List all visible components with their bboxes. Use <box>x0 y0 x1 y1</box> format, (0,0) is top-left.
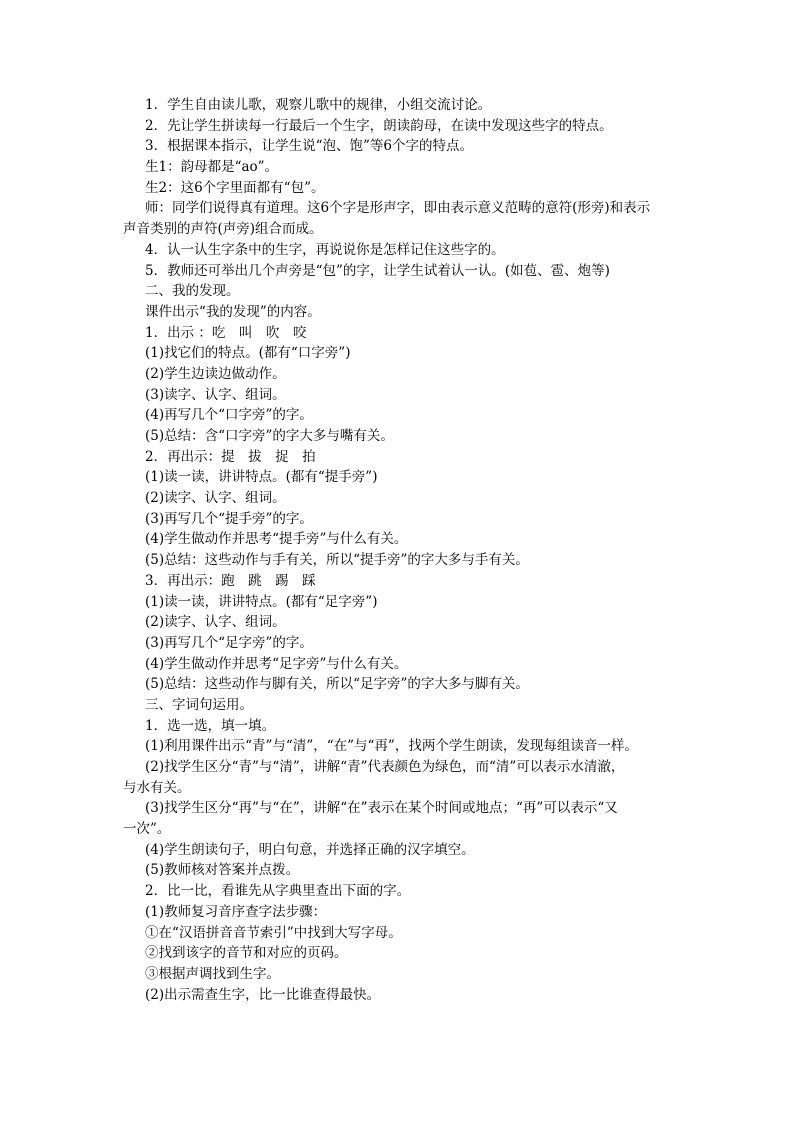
text-line: ③根据声调找到生字。 <box>145 965 280 982</box>
document-body <box>123 95 688 1005</box>
text-line: (3)再写几个“足字旁”的字。 <box>145 634 313 651</box>
section-heading: 二、我的发现。 <box>145 283 240 300</box>
text-line: (5)总结：这些动作与手有关，所以“提手旁”的字大多与手有关。 <box>145 552 529 569</box>
text-line: (1)找它们的特点。(都有“口字旁”) <box>145 345 351 362</box>
text-line: 一次”。 <box>123 821 171 838</box>
text-line: (2)找学生区分“青”与“清”，讲解“青”代表颜色为绿色，而“清”可以表示水清澈， <box>145 759 625 775</box>
text-line: 2．先让学生拼读每一行最后一个生字，朗读韵母，在读中发现这些字的特点。 <box>145 117 613 134</box>
text-line: (4)学生做动作并思考“足字旁”与什么有关。 <box>145 655 408 672</box>
text-line: 生2：这6个字里面都有“包”。 <box>145 179 325 196</box>
text-line: (1)利用课件出示“青”与“清”，“在”与“再”，找两个学生朗读，发现每组读音一样。 <box>145 738 638 755</box>
text-line: 1．选一选，填一填。 <box>145 717 276 734</box>
text-line: 3．根据课本指示，让学生说“泡、饱”等6个字的特点。 <box>145 138 473 155</box>
text-line: (2)学生边读边做动作。 <box>145 365 286 382</box>
text-line: ②找到该字的音节和对应的页码。 <box>145 945 348 962</box>
text-line: (4)学生朗读句子，明白句意，并选择正确的汉字填空。 <box>145 841 475 858</box>
section-heading: 三、字词句运用。 <box>145 696 253 713</box>
text-line: (4)学生做动作并思考“提手旁”与什么有关。 <box>145 531 408 548</box>
text-line: 生1：韵母都是“ao”。 <box>145 159 279 176</box>
text-line: (3)找学生区分“再”与“在”，讲解“在”表示在某个时间或地点；“再”可以表示“又 <box>145 800 618 817</box>
text-line: 2．再出示：提 拔 捉 拍 <box>145 448 316 465</box>
text-line: (1)读一读，讲讲特点。(都有“足字旁”) <box>145 593 378 610</box>
text-line: (1)教师复习音序查字法步骤： <box>145 903 327 920</box>
text-line: (2)读字、认字、组词。 <box>145 614 286 631</box>
text-line: (5)总结：含“口字旁”的字大多与嘴有关。 <box>145 428 394 444</box>
text-line: 4．认一认生字条中的生字，再说说你是怎样记住这些字的。 <box>145 241 505 258</box>
text-line: (2)出示需查生字，比一比谁查得最快。 <box>145 986 381 1003</box>
text-line: (1)读一读，讲讲特点。(都有“提手旁”) <box>145 469 378 486</box>
text-line: 与水有关。 <box>123 779 191 796</box>
text-line: 课件出示“我的发现”的内容。 <box>145 303 321 320</box>
text-line: 3．再出示：跑 跳 踢 踩 <box>145 572 316 589</box>
text-line: 1．学生自由读儿歌，观察儿歌中的规律，小组交流讨论。 <box>145 97 492 113</box>
text-line: 师：同学们说得真有道理。这6个字是形声字，即由表示意义范畴的意符(形旁)和表示 <box>145 200 651 217</box>
text-line: (3)读字、认字、组词。 <box>145 386 286 403</box>
text-line: (2)读字、认字、组词。 <box>145 490 286 507</box>
text-line: (5)总结：这些动作与脚有关，所以“足字旁”的字大多与脚有关。 <box>145 676 529 693</box>
text-line: 2．比一比，看谁先从字典里查出下面的字。 <box>145 883 411 900</box>
text-line: (4)再写几个“口字旁”的字。 <box>145 407 313 424</box>
text-line: (3)再写几个“提手旁”的字。 <box>145 510 313 527</box>
text-line: 声音类别的声符(声旁)组合而成。 <box>123 221 323 238</box>
text-line: ①在“汉语拼音音节索引”中找到大写字母。 <box>145 924 402 941</box>
text-line: 1．出示 ：吃 叫 吹 咬 <box>145 324 307 341</box>
text-line: (5)教师核对答案并点拨。 <box>145 862 300 879</box>
text-line: 5．教师还可举出几个声旁是“包”的字，让学生试着认一认。(如苞、雹、炮等) <box>145 262 610 279</box>
